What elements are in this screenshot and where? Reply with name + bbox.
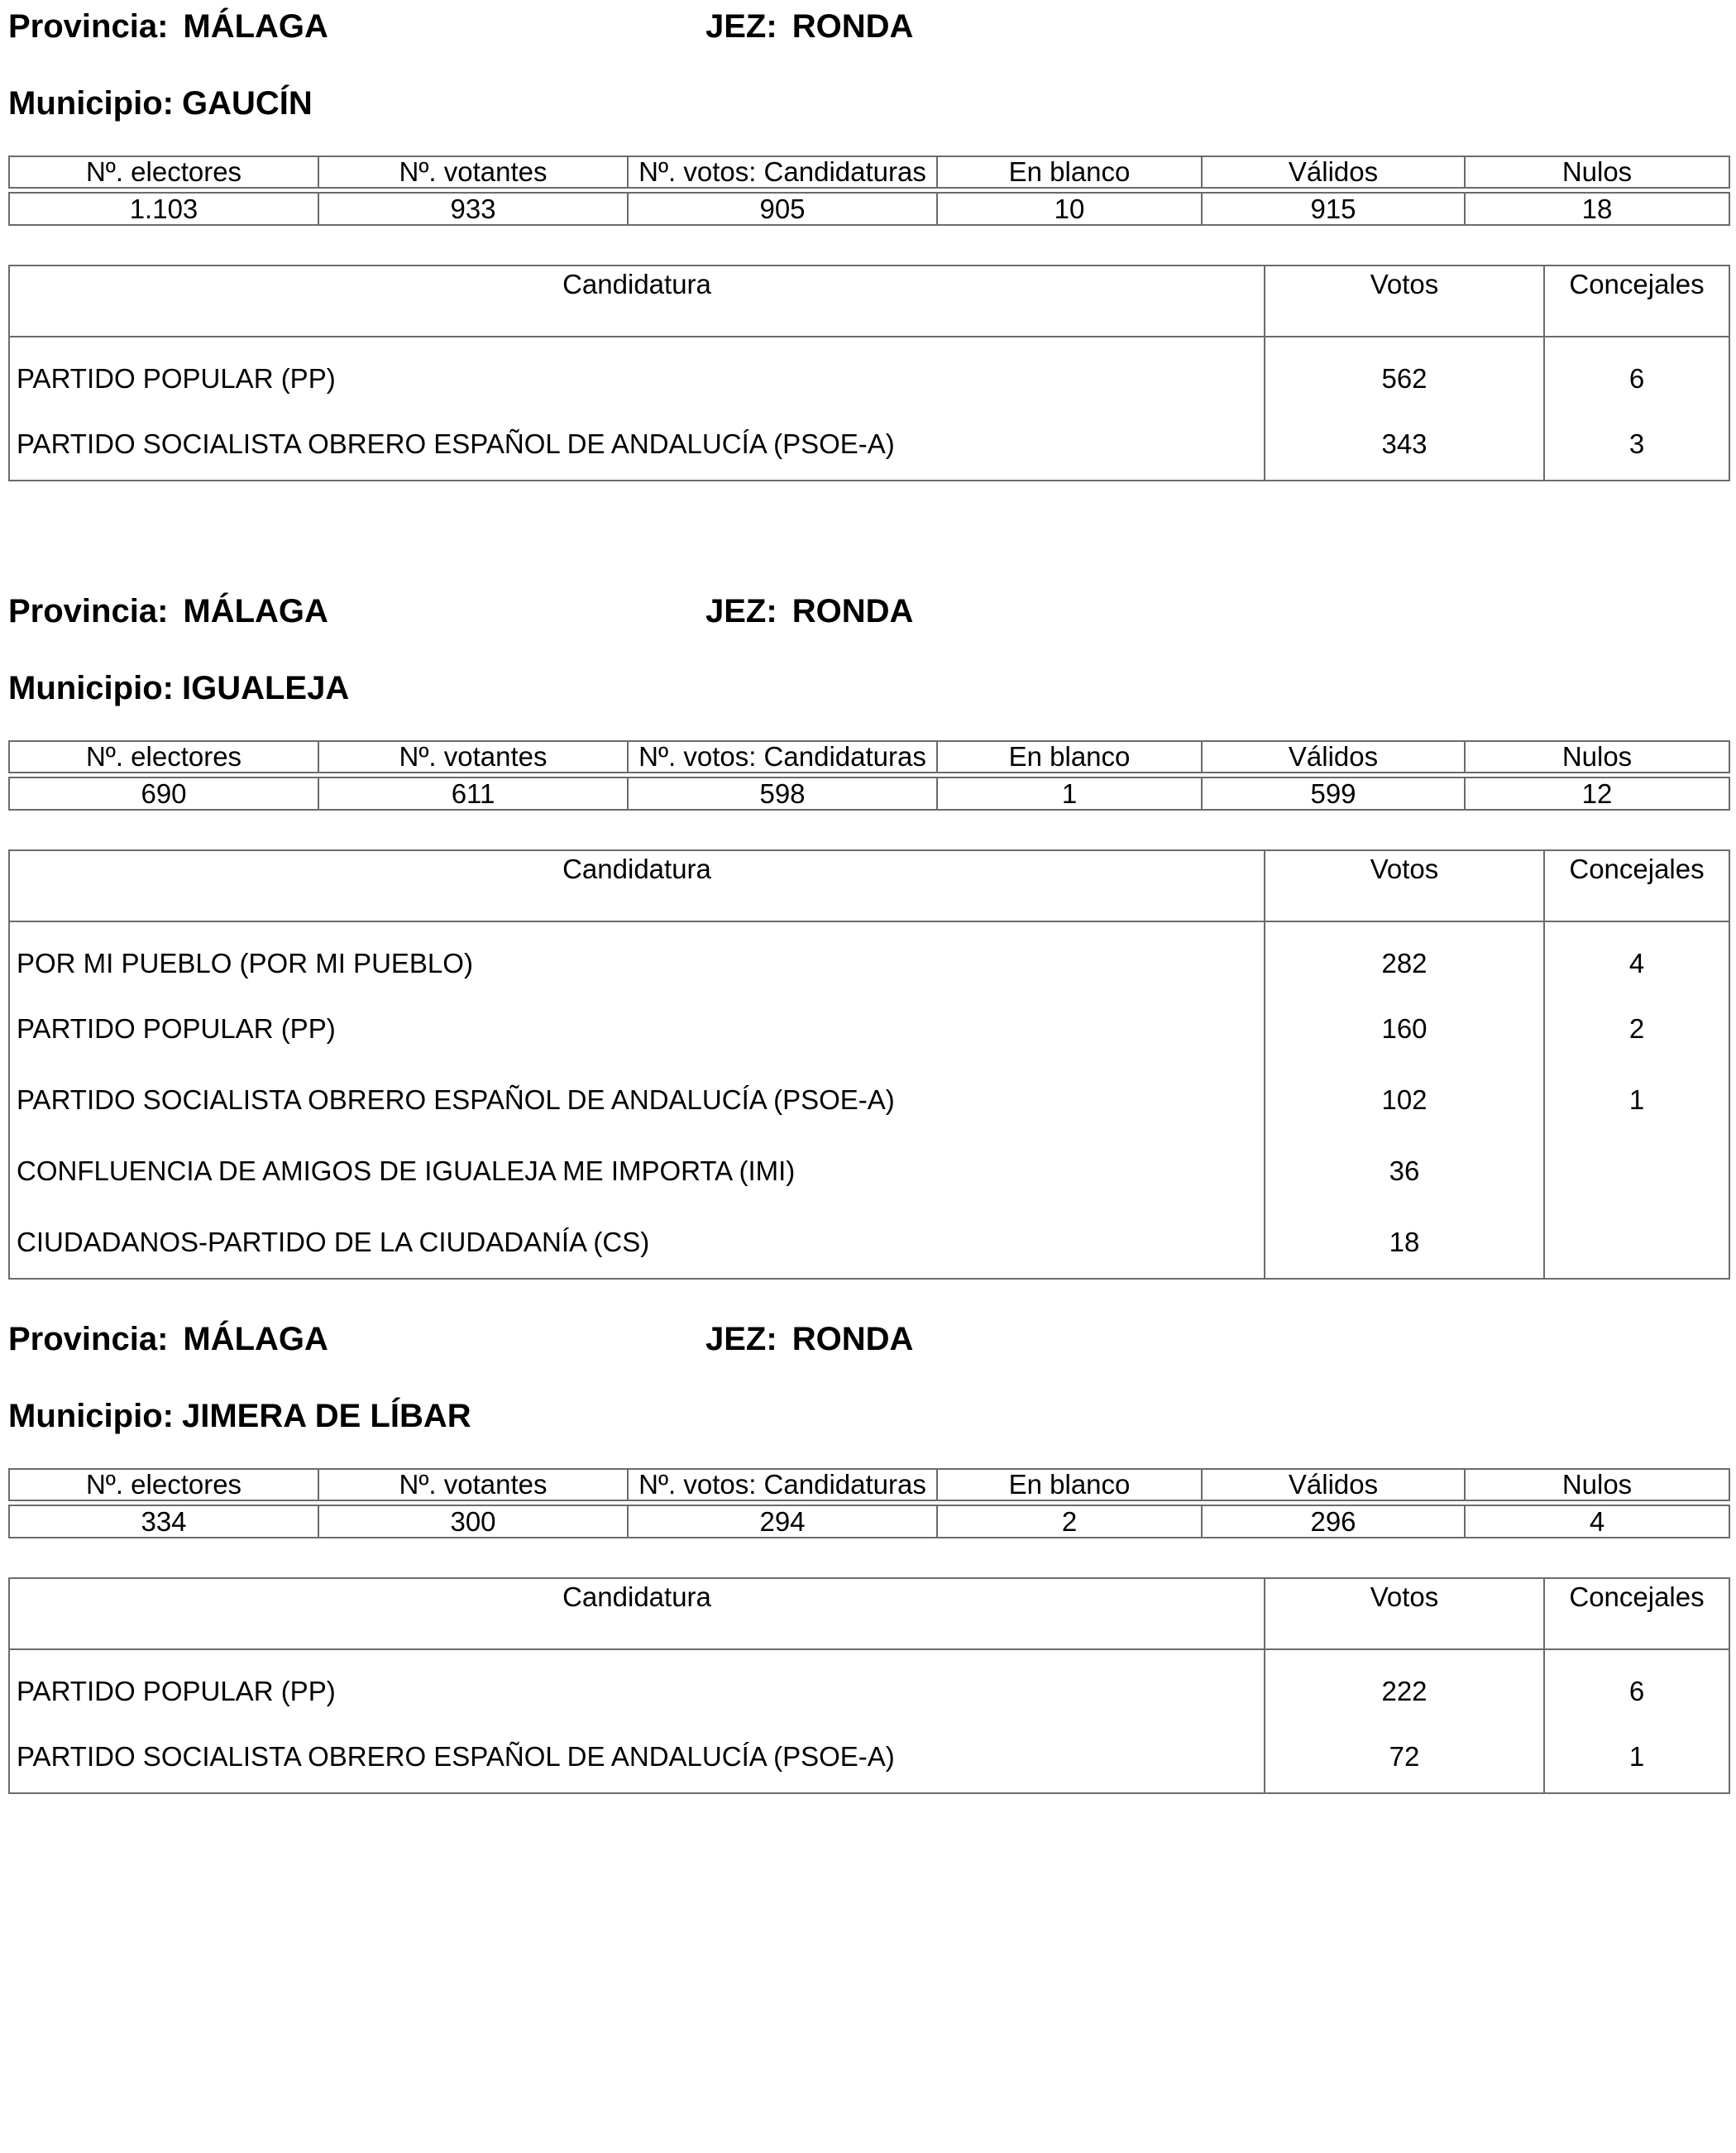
stats-header-cell: En blanco [937,741,1202,773]
stats-header-row [9,156,1729,188]
concejales-header: Concejales [1544,266,1729,337]
candidaturas-table [8,265,1730,481]
votos-value: 222 [1265,1649,1544,1721]
stats-value-cell: 296 [1202,1505,1465,1538]
stats-value-cell: 905 [628,193,937,225]
stats-header-cell: Nº. electores [9,741,318,773]
provincia-heading: Provincia: MÁLAGA [8,1321,328,1357]
table-row [9,409,1729,481]
provincia-value: MÁLAGA [183,8,328,45]
table-row [9,1207,1729,1279]
concejales-value: 1 [1544,1065,1729,1136]
votos-header: Votos [1265,266,1544,337]
candidaturas-header-row [9,266,1729,337]
stats-value-cell: 2 [937,1505,1202,1538]
municipio-heading: Municipio: GAUCÍN [8,85,313,122]
stats-value-cell: 933 [318,193,628,225]
concejales-value: 6 [1544,1649,1729,1721]
jez-heading: JEZ: RONDA [705,593,914,629]
stats-value-row [9,1505,1729,1538]
stats-value-cell: 4 [1465,1505,1729,1538]
stats-header-cell: Nº. votantes [318,741,628,773]
table-row [9,1065,1729,1136]
stats-header-cell: Nulos [1465,1469,1729,1500]
concejales-value [1544,1207,1729,1279]
stats-value-cell: 12 [1465,777,1729,810]
table-row [9,1721,1729,1793]
stats-header-cell: Nulos [1465,156,1729,188]
stats-value-cell: 18 [1465,193,1729,225]
candidaturas-header-row [9,1578,1729,1649]
candidatura-name: PARTIDO POPULAR (PP) [9,337,1265,409]
table-row [9,921,1729,993]
stats-table [8,155,1730,226]
table-row [9,337,1729,409]
provincia-value: MÁLAGA [183,593,328,629]
jez-value: RONDA [791,8,914,45]
votos-value: 343 [1265,409,1544,481]
stats-header-cell: Nº. votantes [318,156,628,188]
concejales-value: 1 [1544,1721,1729,1793]
stats-header-cell: Nulos [1465,741,1729,773]
stats-value-cell: 915 [1202,193,1465,225]
candidatura-name: CONFLUENCIA DE AMIGOS DE IGUALEJA ME IMPORTA (IMI) [9,1136,1265,1207]
stats-header-row [9,741,1729,773]
table-row [9,1136,1729,1207]
candidaturas-table [8,1577,1730,1794]
concejales-value: 6 [1544,337,1729,409]
candidatura-name: PARTIDO SOCIALISTA OBRERO ESPAÑOL DE ANDALUCÍA (PSOE-A) [9,1721,1265,1793]
stats-table [8,740,1730,811]
stats-header-cell: Nº. electores [9,156,318,188]
candidatura-header: Candidatura [9,1578,1265,1649]
stats-value-cell: 294 [628,1505,937,1538]
municipio-heading: Municipio: JIMERA DE LÍBAR [8,1398,471,1434]
stats-value-row [9,777,1729,810]
stats-header-cell: Nº. votos: Candidaturas [628,741,937,773]
stats-header-cell: Nº. votantes [318,1469,628,1500]
concejales-value: 2 [1544,993,1729,1065]
concejales-header: Concejales [1544,850,1729,921]
candidatura-name: POR MI PUEBLO (POR MI PUEBLO) [9,921,1265,993]
votos-header: Votos [1265,850,1544,921]
votos-value: 72 [1265,1721,1544,1793]
votos-value: 18 [1265,1207,1544,1279]
provincia-value: MÁLAGA [183,1321,328,1357]
stats-value-cell: 598 [628,777,937,810]
candidatura-name: PARTIDO POPULAR (PP) [9,1649,1265,1721]
candidaturas-header-row [9,850,1729,921]
stats-value-cell: 10 [937,193,1202,225]
stats-header-cell: En blanco [937,1469,1202,1500]
municipio-value: GAUCÍN [181,85,313,122]
stats-value-cell: 599 [1202,777,1465,810]
concejales-value: 3 [1544,409,1729,481]
stats-value-cell: 611 [318,777,628,810]
concejales-value [1544,1136,1729,1207]
stats-header-row [9,1469,1729,1500]
candidaturas-table [8,849,1730,1280]
stats-value-cell: 1 [937,777,1202,810]
stats-header-cell: Válidos [1202,156,1465,188]
candidatura-name: PARTIDO SOCIALISTA OBRERO ESPAÑOL DE ANDALUCÍA (PSOE-A) [9,1065,1265,1136]
stats-header-cell: Nº. votos: Candidaturas [628,1469,937,1500]
jez-value: RONDA [791,1321,914,1357]
votos-header: Votos [1265,1578,1544,1649]
stats-value-cell: 1.103 [9,193,318,225]
candidatura-header: Candidatura [9,266,1265,337]
table-row [9,1649,1729,1721]
candidatura-name: PARTIDO SOCIALISTA OBRERO ESPAÑOL DE ANDALUCÍA (PSOE-A) [9,409,1265,481]
candidatura-name: PARTIDO POPULAR (PP) [9,993,1265,1065]
stats-header-cell: Válidos [1202,741,1465,773]
stats-header-cell: En blanco [937,156,1202,188]
stats-header-cell: Nº. electores [9,1469,318,1500]
stats-value-row [9,193,1729,225]
jez-heading: JEZ: RONDA [705,8,914,45]
votos-value: 160 [1265,993,1544,1065]
stats-header-cell: Válidos [1202,1469,1465,1500]
provincia-heading: Provincia: MÁLAGA [8,593,328,629]
provincia-heading: Provincia: MÁLAGA [8,8,328,45]
votos-value: 36 [1265,1136,1544,1207]
stats-value-cell: 300 [318,1505,628,1538]
votos-value: 562 [1265,337,1544,409]
concejales-header: Concejales [1544,1578,1729,1649]
candidatura-name: CIUDADANOS-PARTIDO DE LA CIUDADANÍA (CS) [9,1207,1265,1279]
candidatura-header: Candidatura [9,850,1265,921]
municipio-heading: Municipio: IGUALEJA [8,670,350,706]
municipio-value: JIMERA DE LÍBAR [181,1398,471,1434]
table-row [9,993,1729,1065]
stats-value-cell: 690 [9,777,318,810]
jez-value: RONDA [791,593,914,629]
jez-heading: JEZ: RONDA [705,1321,914,1357]
municipio-value: IGUALEJA [181,670,350,706]
stats-header-cell: Nº. votos: Candidaturas [628,156,937,188]
stats-value-cell: 334 [9,1505,318,1538]
votos-value: 282 [1265,921,1544,993]
votos-value: 102 [1265,1065,1544,1136]
concejales-value: 4 [1544,921,1729,993]
stats-table [8,1468,1730,1538]
